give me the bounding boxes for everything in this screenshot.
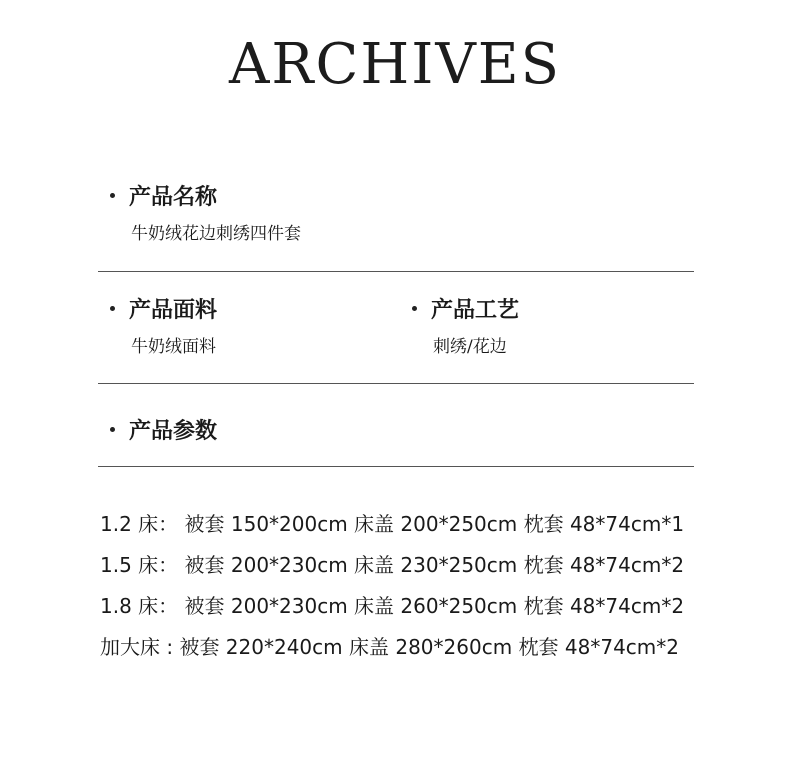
- craft-heading: [412, 296, 519, 326]
- params-label: 产品参数: [129, 419, 218, 444]
- fabric-heading: [110, 296, 217, 326]
- fabric-value: 牛奶绒面料: [131, 337, 216, 357]
- product-name-value: 牛奶绒花边刺绣四件套: [131, 224, 301, 244]
- params-block: [110, 417, 217, 447]
- brand-logo: ARCHIVES: [228, 32, 562, 97]
- product-name-label: 产品名称: [129, 185, 218, 210]
- product-name-heading: [110, 183, 301, 213]
- divider: [98, 466, 694, 467]
- bullet-icon: [412, 306, 417, 311]
- divider: [98, 271, 694, 272]
- bullet-icon: [110, 306, 115, 311]
- spec-row: 1.5 床： 被套 200*230cm 床盖 230*250cm 枕套 48*74cm*2: [100, 553, 685, 577]
- spec-list: [100, 508, 760, 672]
- craft-block: [412, 296, 519, 358]
- params-heading: [110, 417, 217, 447]
- divider: [98, 383, 694, 384]
- craft-value: 刺绣/花边: [433, 337, 507, 357]
- craft-label: 产品工艺: [431, 298, 520, 323]
- product-name-block: [110, 183, 301, 245]
- bullet-icon: [110, 193, 115, 198]
- spec-row: 加大床 : 被套 220*240cm 床盖 280*260cm 枕套 48*74cm*2: [100, 635, 679, 659]
- spec-row: 1.8 床： 被套 200*230cm 床盖 260*250cm 枕套 48*74cm*2: [100, 594, 685, 618]
- spec-row: 1.2 床： 被套 150*200cm 床盖 200*250cm 枕套 48*74cm*1: [100, 512, 685, 536]
- fabric-label: 产品面料: [129, 298, 218, 323]
- bullet-icon: [110, 427, 115, 432]
- fabric-block: [110, 296, 217, 358]
